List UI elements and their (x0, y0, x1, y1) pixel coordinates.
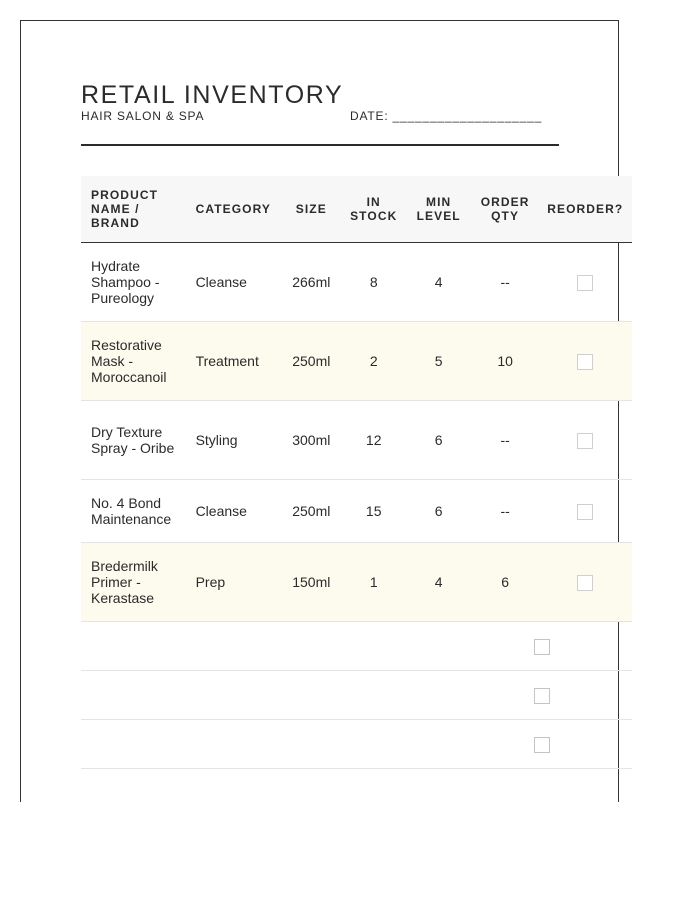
product-category: Prep (190, 543, 281, 622)
table-row (81, 322, 632, 401)
blank-cell (81, 720, 539, 769)
product-name: Dry Texture Spray - Oribe (81, 401, 190, 480)
order-qty-value: -- (472, 243, 539, 322)
reorder-checkbox[interactable] (577, 354, 593, 370)
reorder-checkbox[interactable] (577, 575, 593, 591)
reorder-checkbox[interactable] (577, 504, 593, 520)
blank-cell (539, 720, 632, 769)
col-header-category: CATEGORY (190, 176, 281, 243)
blank-table-row (81, 622, 632, 671)
table-row (81, 243, 632, 322)
in-stock-value: 1 (342, 543, 406, 622)
product-name: No. 4 Bond Maintenance (81, 480, 190, 543)
inventory-table (81, 176, 632, 769)
min-level-value: 4 (406, 543, 472, 622)
order-qty-value: -- (472, 401, 539, 480)
min-level-value: 6 (406, 401, 472, 480)
product-name: Bredermilk Primer - Kerastase (81, 543, 190, 622)
blank-cell (81, 622, 539, 671)
col-header-min-level: MIN LEVEL (406, 176, 472, 243)
reorder-checkbox[interactable] (577, 433, 593, 449)
reorder-cell (539, 480, 632, 543)
col-header-in-stock: IN STOCK (342, 176, 406, 243)
reorder-checkbox[interactable] (534, 737, 550, 753)
blank-table-row (81, 720, 632, 769)
product-name: Hydrate Shampoo - Pureology (81, 243, 190, 322)
min-level-value: 6 (406, 480, 472, 543)
in-stock-value: 12 (342, 401, 406, 480)
in-stock-value: 8 (342, 243, 406, 322)
col-header-order-qty: ORDER QTY (472, 176, 539, 243)
product-category: Treatment (190, 322, 281, 401)
min-level-value: 4 (406, 243, 472, 322)
product-size: 266ml (281, 243, 342, 322)
order-qty-value: 6 (472, 543, 539, 622)
product-category: Styling (190, 401, 281, 480)
table-header-row (81, 176, 632, 243)
page-title: RETAIL INVENTORY (81, 81, 344, 109)
sheet-header (81, 81, 559, 127)
table-row (81, 401, 632, 480)
col-header-size: SIZE (281, 176, 342, 243)
col-header-reorder: REORDER? (539, 176, 632, 243)
table-row (81, 480, 632, 543)
inventory-sheet (20, 20, 624, 802)
reorder-checkbox[interactable] (534, 688, 550, 704)
product-name: Restorative Mask - Moroccanoil (81, 322, 190, 401)
blank-cell (539, 671, 632, 720)
business-subtitle: HAIR SALON & SPA (81, 109, 205, 123)
in-stock-value: 15 (342, 480, 406, 543)
min-level-value: 5 (406, 322, 472, 401)
product-size: 250ml (281, 480, 342, 543)
product-size: 250ml (281, 322, 342, 401)
reorder-cell (539, 243, 632, 322)
reorder-checkbox[interactable] (577, 275, 593, 291)
reorder-cell (539, 322, 632, 401)
reorder-cell (539, 543, 632, 622)
reorder-cell (539, 401, 632, 480)
date-field[interactable]: DATE: ____________________ (350, 109, 543, 123)
in-stock-value: 2 (342, 322, 406, 401)
table-row (81, 543, 632, 622)
product-category: Cleanse (190, 243, 281, 322)
col-header-product: PRODUCT NAME / BRAND (81, 176, 190, 243)
blank-cell (539, 622, 632, 671)
header-divider (81, 144, 559, 146)
product-category: Cleanse (190, 480, 281, 543)
header-subrow (81, 109, 559, 127)
product-size: 300ml (281, 401, 342, 480)
product-size: 150ml (281, 543, 342, 622)
reorder-checkbox[interactable] (534, 639, 550, 655)
blank-table-row (81, 671, 632, 720)
order-qty-value: 10 (472, 322, 539, 401)
blank-cell (81, 671, 539, 720)
order-qty-value: -- (472, 480, 539, 543)
